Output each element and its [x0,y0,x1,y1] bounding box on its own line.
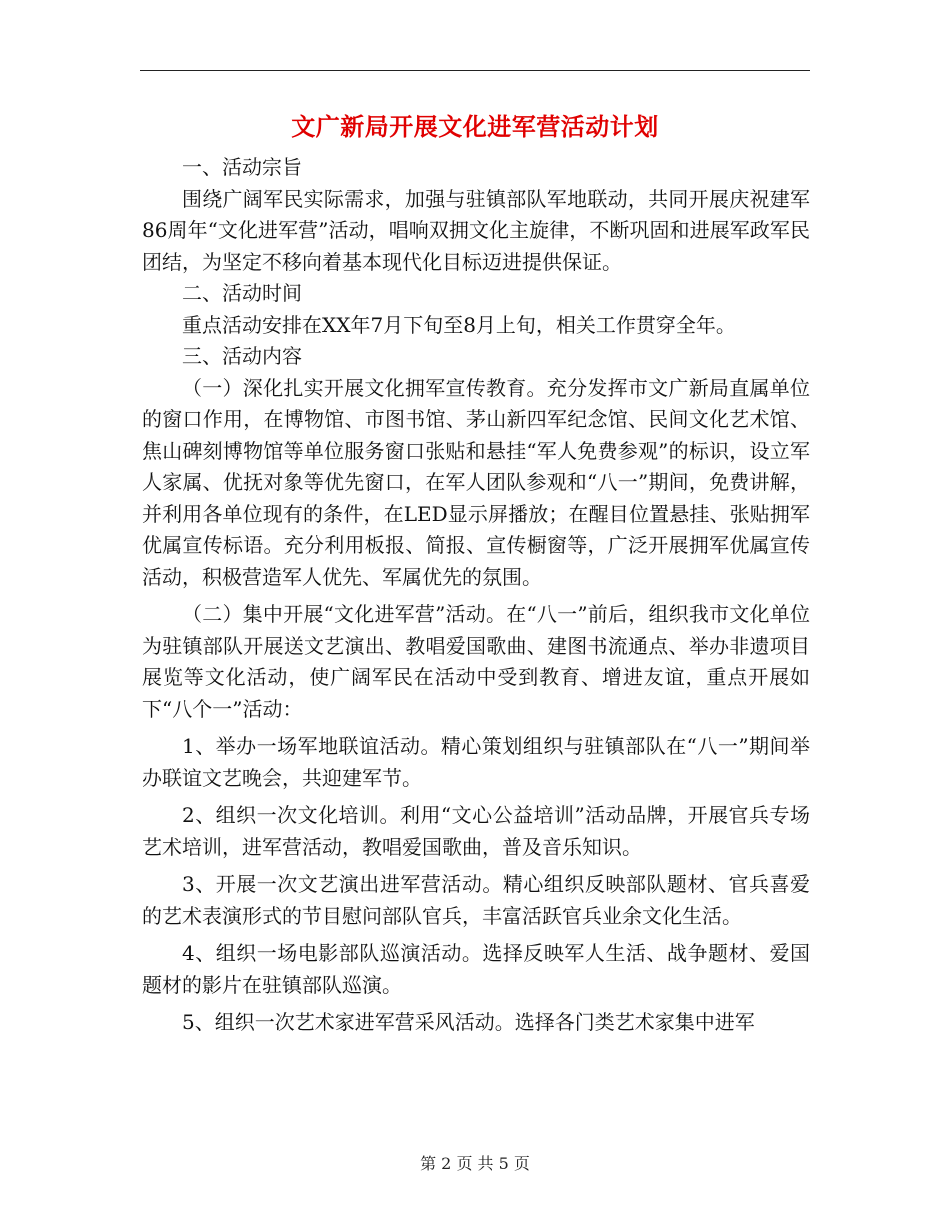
section-heading-purpose: 一、活动宗旨 [182,155,302,179]
section-heading-time: 二、活动时间 [182,281,302,305]
paragraph-purpose: 围绕广阔军民实际需求，加强与驻镇部队军地联动，共同开展庆祝建军86周年“文化进军营”活动，唱响双拥文化主旋律，不断巩固和进展军政军民团结，为坚定不移向着基本现代化目标迈进提供保证。 [142,186,810,274]
list-item-2: 2、组织一次文化培训。利用“文心公益培训”活动品牌，开展官兵专场艺术培训，进军营活动，教唱爱国歌曲，普及音乐知识。 [142,803,810,859]
list-item-4: 4、组织一场电影部队巡演活动。选择反映军人生活、战争题材、爱国题材的影片在驻镇部队巡演。 [142,941,810,997]
list-item-5: 5、组织一次艺术家进军营采风活动。选择各门类艺术家集中进军 [182,1010,755,1034]
list-item-1: 1、举办一场军地联谊活动。精心策划组织与驻镇部队在“八一”期间举办联谊文艺晚会，共迎建军节。 [142,734,810,790]
document-title: 文广新局开展文化进军营活动计划 [291,112,659,141]
paragraph-content-2: （二）集中开展“文化进军营”活动。在“八一”前后，组织我市文化单位为驻镇部队开展送文艺演出、教唱爱国歌曲、建图书流通点、举办非遗项目展览等文化活动，使广阔军民在活动中受到教育、增进友谊，重点开展如下“八个一”活动： [142,602,810,721]
header-rule [140,70,810,71]
paragraph-time: 重点活动安排在XX年7月下旬至8月上旬，相关工作贯穿全年。 [182,312,736,337]
list-item-3: 3、开展一次文艺演出进军营活动。精心组织反映部队题材、官兵喜爱的艺术表演形式的节目慰问部队官兵，丰富活跃官兵业余文化生活。 [142,872,810,928]
document-body [142,152,810,1039]
paragraph-content-1: （一）深化扎实开展文化拥军宣传教育。充分发挥市文广新局直属单位的窗口作用，在博物馆、市图书馆、茅山新四军纪念馆、民间文化艺术馆、焦山碑刻博物馆等单位服务窗口张贴和悬挂“军人免费参观”的标识，设立军人家属、优抚对象等优先窗口，在军人团队参观和“八一”期间，免费讲解，并利用各单位现有的条件，在LED显示屏播放；在醒目位置悬挂、张贴拥军优属宣传标语。充分利用板报、简报、宣传橱窗等，广泛开展拥军优属宣传活动，积极营造军人优先、军属优先的氛围。 [142,375,810,589]
page-number: 第 2 页 共 5 页 [420,1154,530,1173]
section-heading-content: 三、活动内容 [182,344,302,368]
